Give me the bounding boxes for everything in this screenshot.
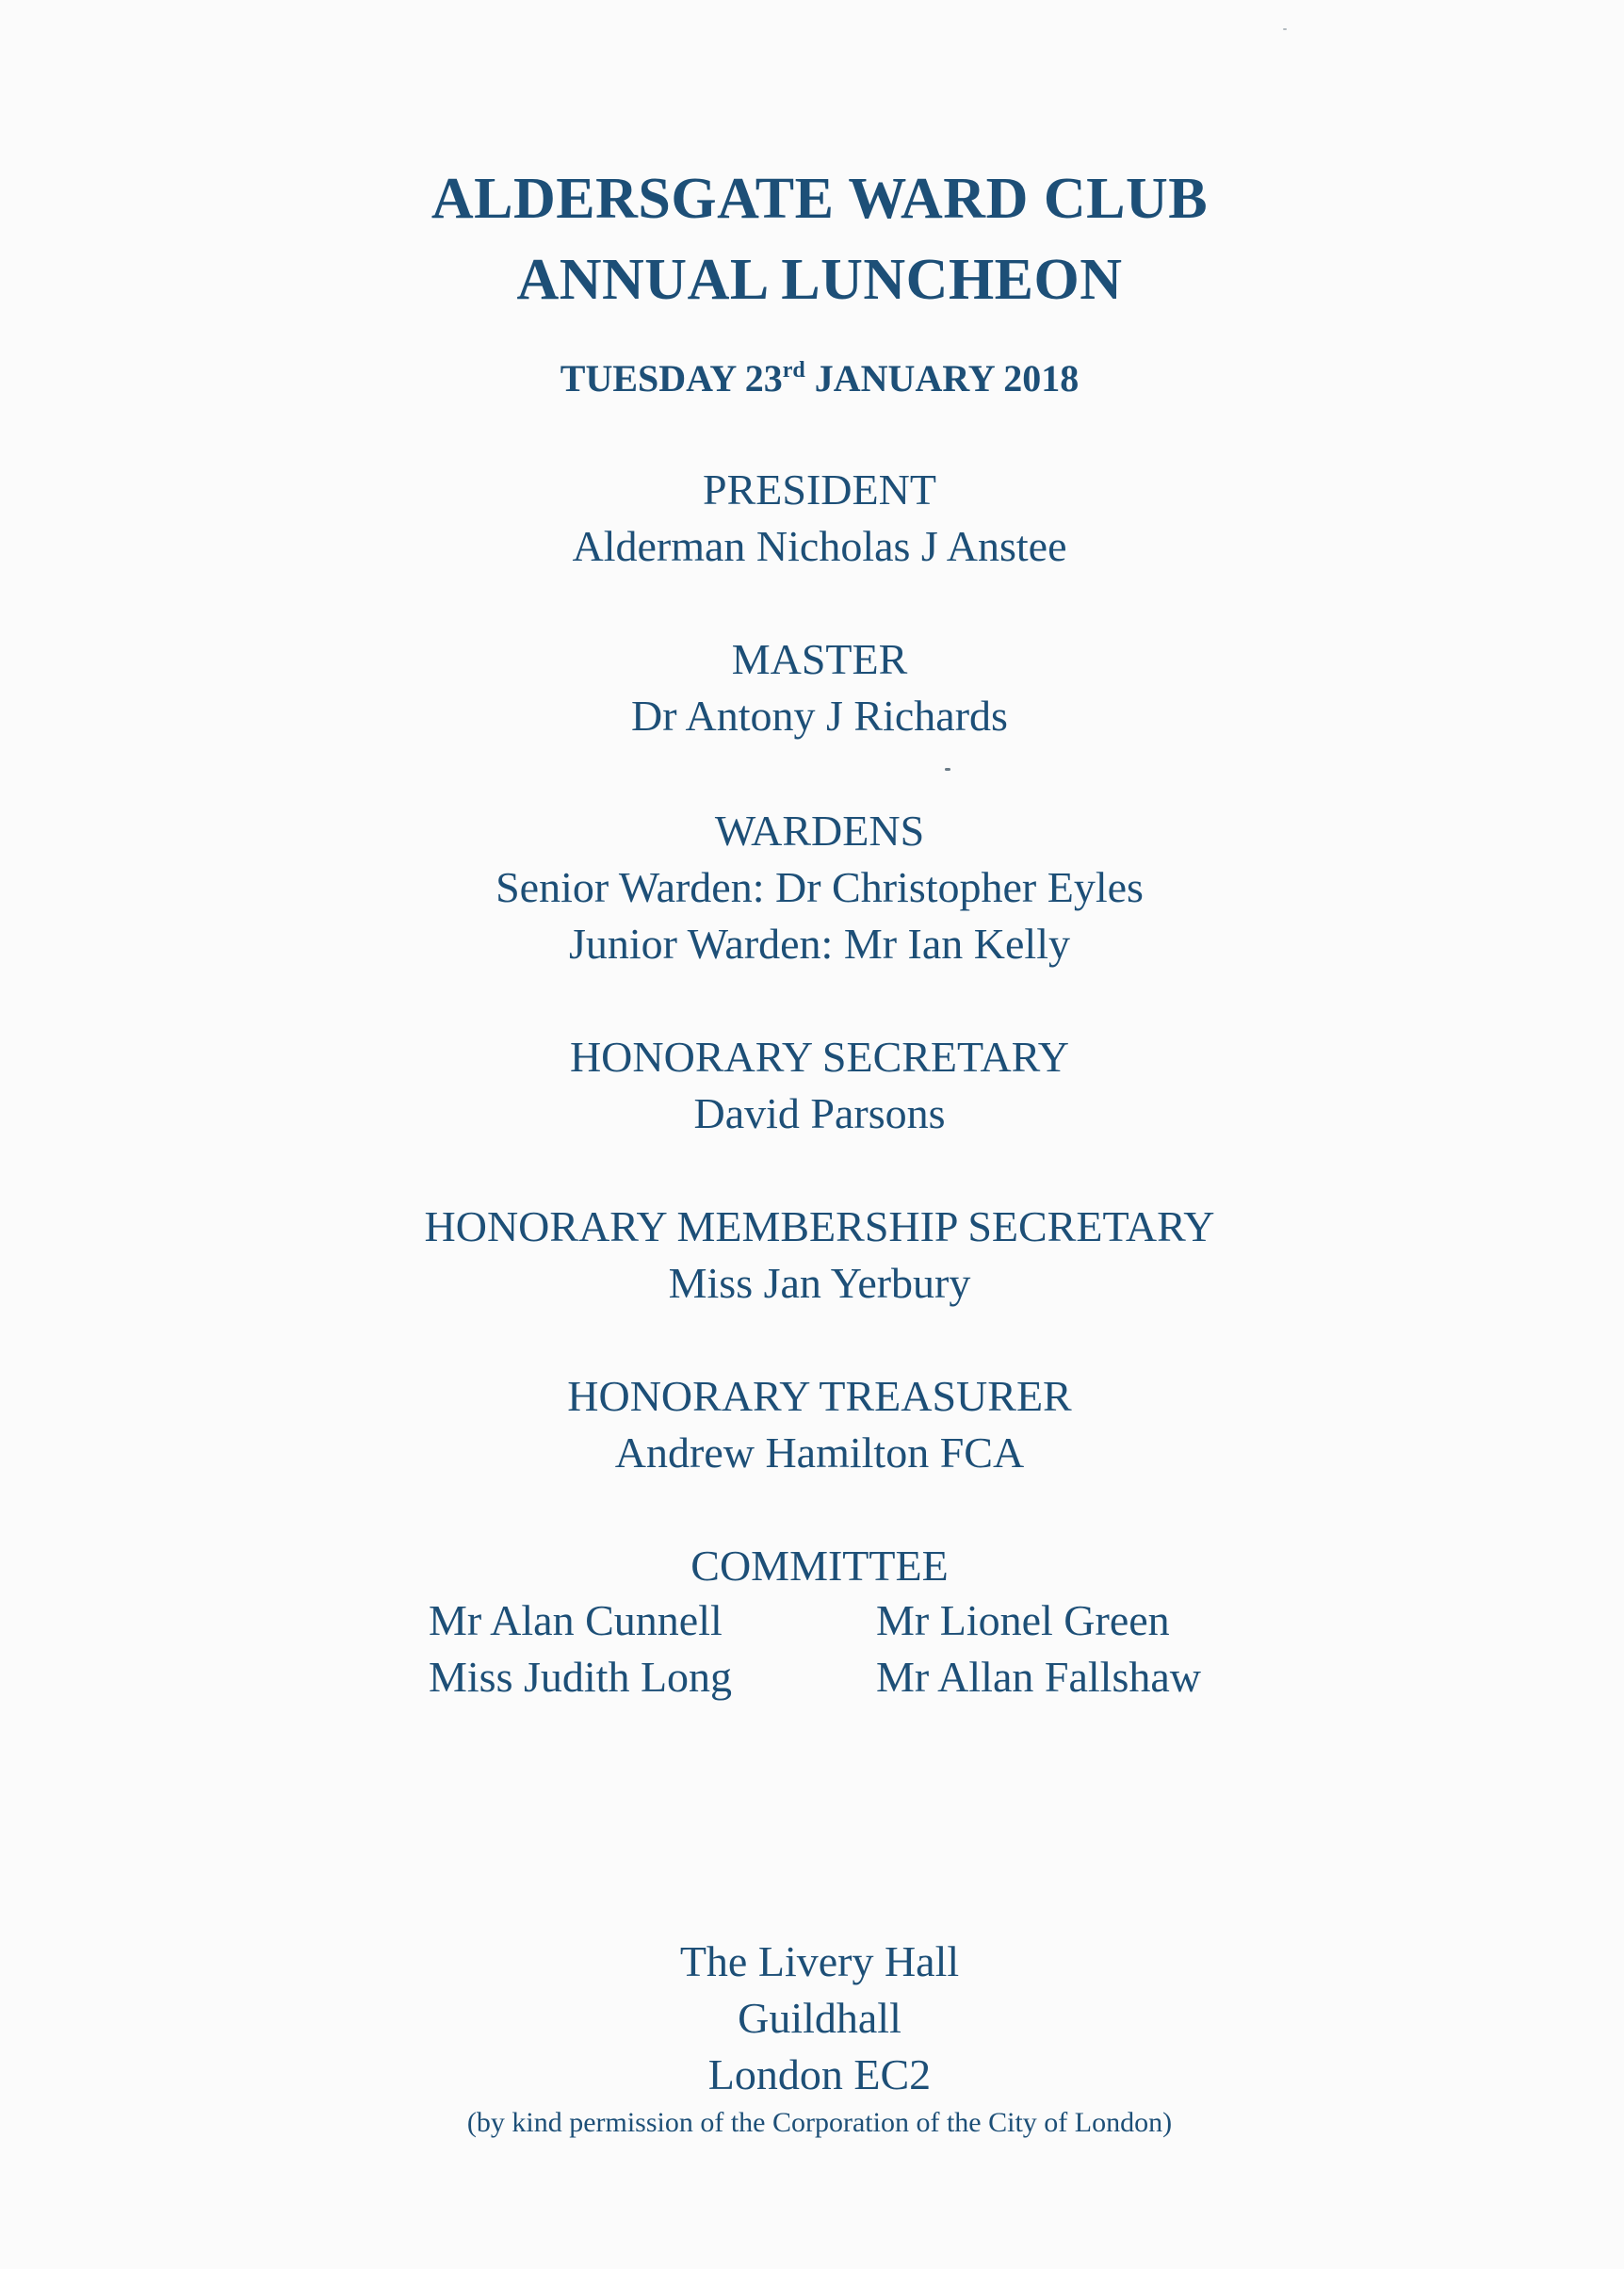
committee-column-right: [876, 1592, 1201, 1706]
committee-member: Mr Allan Fallshaw: [876, 1653, 1201, 1701]
wardens-block: [0, 803, 1624, 972]
committee-member: Miss Judith Long: [429, 1653, 733, 1701]
event-date: [0, 356, 1624, 400]
date-day: TUESDAY 23: [560, 357, 783, 400]
officer-name: Andrew Hamilton FCA: [614, 1428, 1025, 1477]
venue-block: [0, 1934, 1624, 2103]
paper-speck: [945, 768, 950, 771]
date-ordinal: rd: [782, 358, 805, 383]
officer-name: Senior Warden: Dr Christopher Eyles: [495, 863, 1144, 911]
membership-secretary-block: [0, 1199, 1624, 1312]
title-line-1: ALDERSGATE WARD CLUB: [430, 167, 1209, 231]
role-heading: HONORARY MEMBERSHIP SECRETARY: [424, 1202, 1215, 1250]
permission-note: (by kind permission of the Corporation of the City of London): [466, 2107, 1173, 2138]
committee-heading: COMMITTEE: [690, 1542, 949, 1590]
officer-name: Miss Jan Yerbury: [668, 1259, 971, 1307]
master-block: [0, 631, 1624, 744]
paper-speck: [1283, 28, 1287, 30]
venue-line: The Livery Hall: [679, 1937, 960, 1985]
secretary-block: [0, 1029, 1624, 1142]
role-heading: HONORARY TREASURER: [567, 1372, 1072, 1420]
treasurer-block: [0, 1368, 1624, 1481]
committee-column-left: [429, 1592, 732, 1706]
title-line-2: ANNUAL LUNCHEON: [516, 248, 1123, 312]
officer-name: Dr Antony J Richards: [631, 692, 1008, 740]
officer-name: Alderman Nicholas J Anstee: [572, 522, 1067, 570]
officer-name: Junior Warden: Mr Ian Kelly: [569, 920, 1070, 968]
role-heading: PRESIDENT: [703, 465, 936, 514]
date-month-year: JANUARY 2018: [804, 357, 1080, 400]
role-heading: MASTER: [731, 635, 908, 683]
role-heading: HONORARY SECRETARY: [569, 1033, 1070, 1081]
committee-member: Mr Lionel Green: [876, 1596, 1170, 1644]
president-block: [0, 462, 1624, 575]
officer-name: David Parsons: [693, 1089, 946, 1137]
role-heading: WARDENS: [714, 807, 925, 855]
venue-line: London EC2: [707, 2050, 932, 2098]
venue-line: Guildhall: [738, 1994, 901, 2042]
committee-member: Mr Alan Cunnell: [429, 1596, 723, 1644]
